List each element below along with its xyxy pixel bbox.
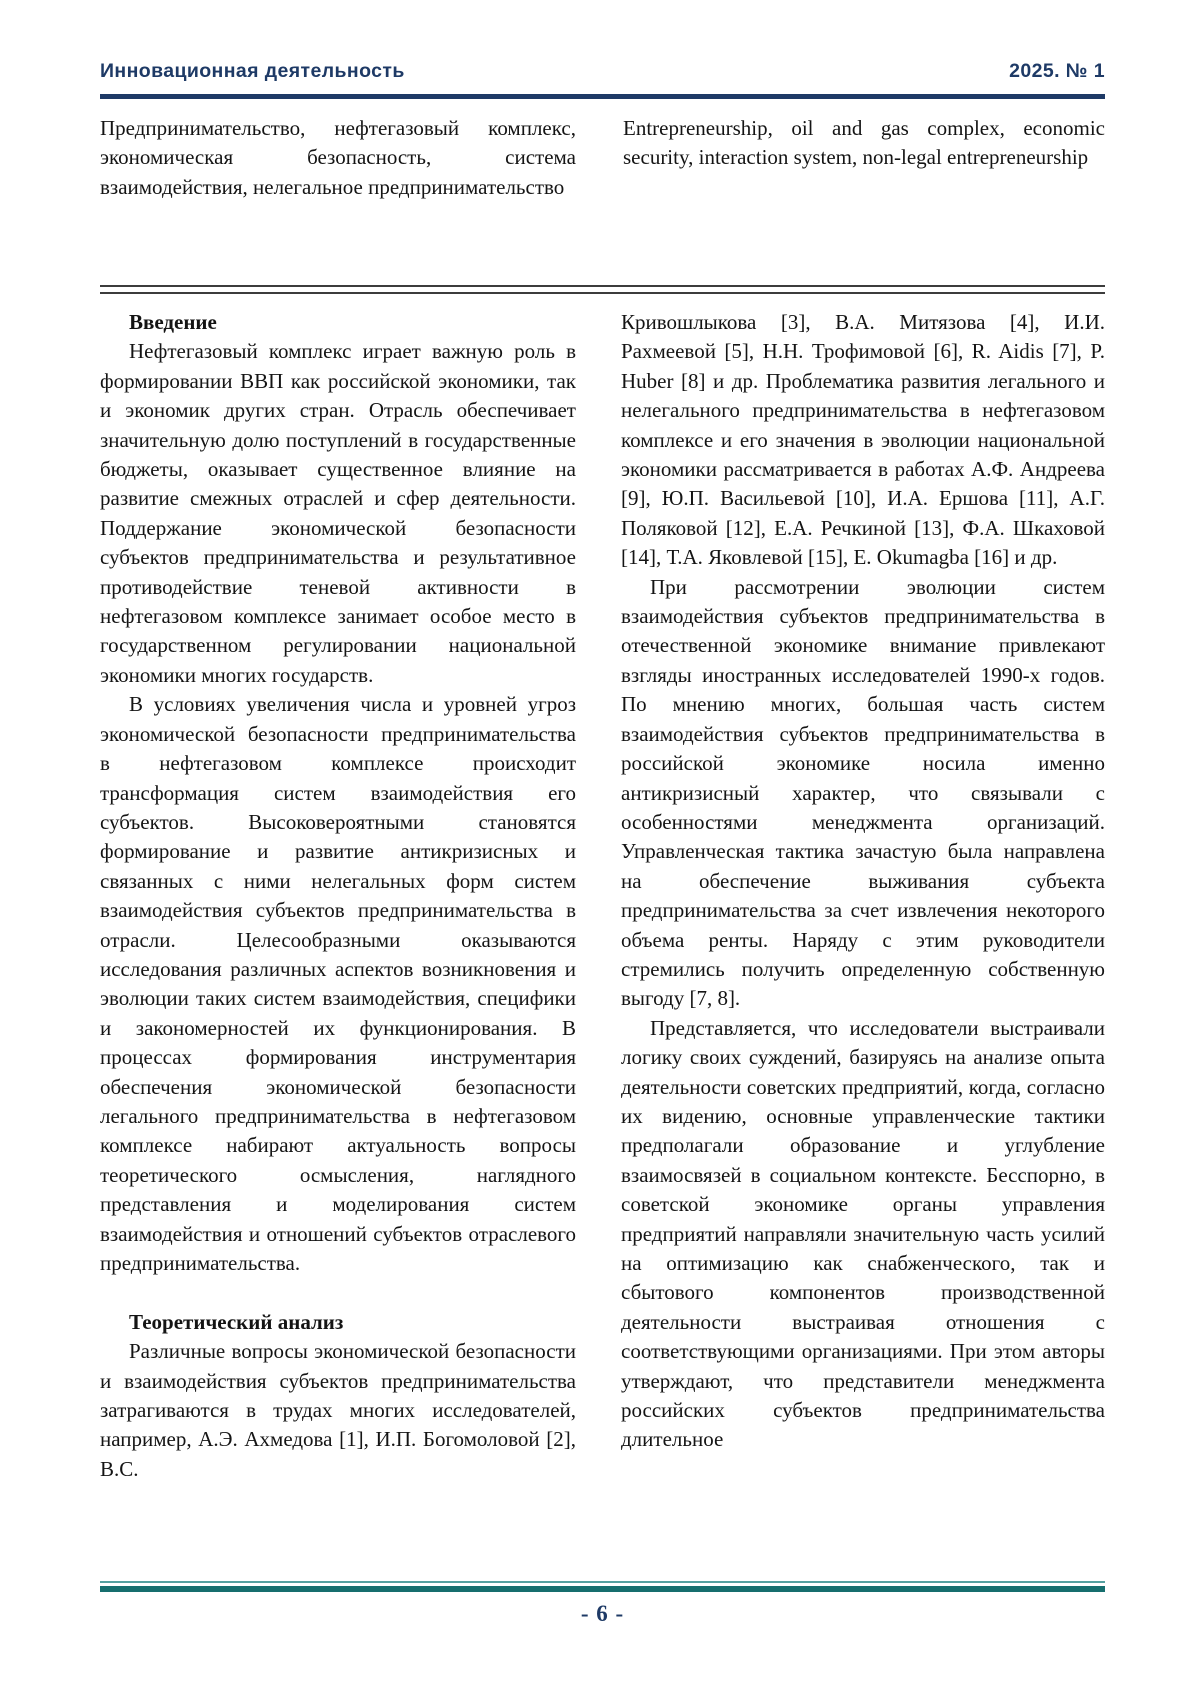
introduction-heading: Введение <box>129 310 217 334</box>
section-separator <box>100 285 1105 294</box>
header-rule <box>100 94 1105 99</box>
theoretical-analysis-heading: Теоретический анализ <box>129 1309 344 1334</box>
keywords-russian: Предпринимательство, нефтегазовый комплекс, экономическая безопасность, система взаимодействия, нелегальное предпринимательство <box>100 116 576 199</box>
right-paragraph-1: Кривошлыкова [3], В.А. Митязова [4], И.И. Рахмеевой [5], Н.Н. Трофимовой [6], R. Aidis [7], P. Huber [8] и др. Проблематика развития легального и нелегального предпринимательства в нефтегазовом комплексе и его значения в эволюции национальной экономики рассматривается в работах А.Ф. Андреева [9], Ю.П. Васильевой [10], И.А. Ершова [11], А.Г. Поляковой [12], Е.А. Речкиной [13], Ф.А. Шкаховой [14], Т.А. Яковлевой [15], E. Okumagba [16] и др. <box>621 310 1105 570</box>
right-paragraph-2: При рассмотрении эволюции систем взаимодействия субъектов предпринимательства в отечественной экономике внимание привлекают взгляды иностранных исследователей 1990-х годов. По мнению многих, большая часть систем взаимодействия субъектов предпринимательства в российской экономике носила именно антикризисный характер, что связывали с особенностями менеджмента организаций. Управленческая тактика зачастую была направлена на обеспечение выживания субъекта предпринимательства за счет извлечения некоторого объема ренты. Наряду с этим руководители стремились получить определенную собственную выгоду [7, 8]. <box>621 574 1105 1011</box>
article-body <box>100 308 1105 1484</box>
footer-rule-dark <box>100 1586 1105 1592</box>
intro-paragraph-1: Нефтегазовый комплекс играет важную роль в формировании ВВП как российской экономики, так и экономик других стран. Отрасль обеспечивает значительную долю поступлений в государственные бюджеты, оказывает существенное влияние на развитие смежных отраслей и сфер деятельности. Поддержание экономической безопасности субъектов предпринимательства и результативное противодействие теневой активности в нефтегазовом комплексе занимает особое место в государственном регулировании национальной экономики многих государств. <box>100 339 576 687</box>
page-footer <box>100 1581 1105 1627</box>
left-column <box>100 308 576 1484</box>
right-column <box>621 308 1105 1484</box>
keywords-block <box>100 114 1105 202</box>
theory-paragraph-1: Различные вопросы экономической безопасности и взаимодействия субъектов предпринимательства затрагиваются в трудах многих исследователей, например, А.Э. Ахмедова [1], И.П. Богомоловой [2], В.С. <box>100 1339 576 1481</box>
right-paragraph-3: Представляется, что исследователи выстраивали логику своих суждений, базируясь на анализе опыта деятельности советских предприятий, когда, согласно их видению, основные управленческие тактики предполагали образование и углубление взаимосвязей в социальном контексте. Бесспорно, в советской экономике органы управления предприятий направляли значительную часть усилий на оптимизацию как снабженческого, так и сбытового компонентов производственной деятельности выстраивая отношения с соответствующими организациями. При этом авторы утверждают, что представители менеджмента российских субъектов предпринимательства длительное <box>621 1015 1105 1452</box>
footer-rule-light <box>100 1581 1105 1583</box>
page-number: - 6 - <box>580 1601 625 1626</box>
issue-number: 2025. № 1 <box>1009 60 1105 82</box>
journal-title: Инновационная деятельность <box>100 60 405 82</box>
page-header <box>100 60 1105 83</box>
intro-paragraph-2: В условиях увеличения числа и уровней угроз экономической безопасности предпринимательства в нефтегазовом комплексе происходит трансформация систем взаимодействия его субъектов. Высоковероятными становятся формирование и развитие антикризисных и связанных с ними нелегальных форм систем взаимодействия субъектов предпринимательства в отрасли. Целесообразными оказываются исследования различных аспектов возникновения и эволюции таких систем взаимодействия, специфики и закономерностей их функционирования. В процессах формирования инструментария обеспечения экономической безопасности легального предпринимательства в нефтегазовом комплексе набирают актуальность вопросы теоретического осмысления, наглядного представления и моделирования систем взаимодействия и отношений субъектов отраслевого предпринимательства. <box>100 692 576 1275</box>
keywords-english: Entrepreneurship, oil and gas complex, economic security, interaction system, non-legal entrepreneurship <box>623 116 1105 170</box>
